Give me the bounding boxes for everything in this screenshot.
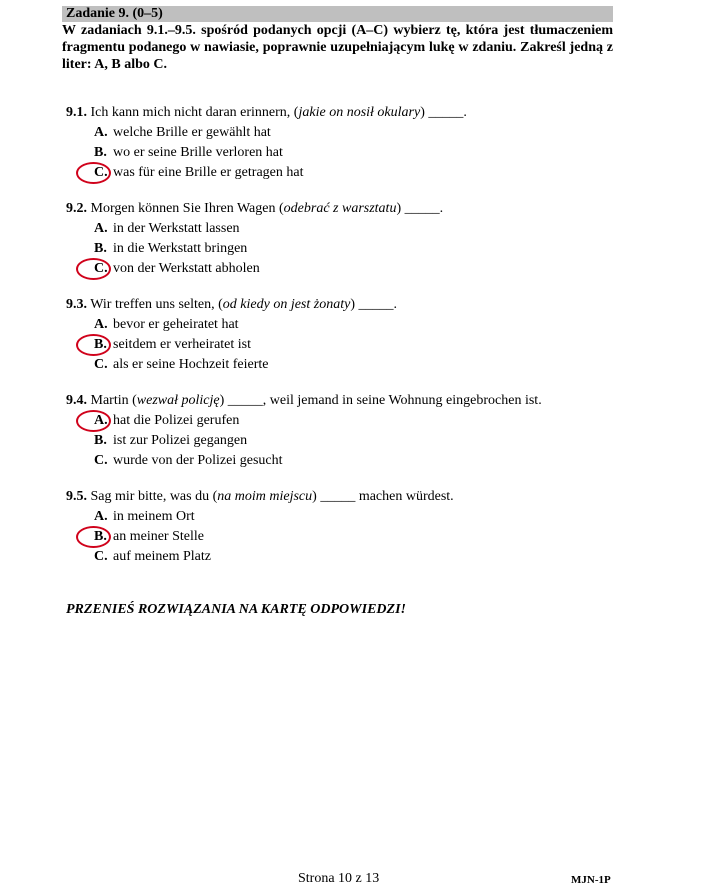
question-stem [66,103,626,123]
selected-answer-circle [76,162,111,184]
option-c[interactable] [66,163,626,183]
option-text: auf meinem Platz [113,549,211,564]
task-title: Zadanie 9. (0–5) [66,6,163,21]
option-text: wo er seine Brille verloren hat [113,145,283,160]
option-text: von der Werkstatt abholen [113,261,260,276]
option-letter: B. [94,145,107,160]
stem-hint: od kiedy on jest żonaty [222,297,351,312]
option-a[interactable] [66,507,626,527]
question-stem [66,487,626,507]
question-number: 9.4. [66,393,87,408]
option-text: welche Brille er gewählt hat [113,125,271,140]
selected-answer-circle [76,526,111,548]
option-letter: C. [94,357,108,372]
question-9-4 [66,391,626,471]
stem-before: Martin ( [90,393,137,408]
stem-hint: odebrać z warsztatu [283,201,397,216]
option-letter: B. [94,241,107,256]
stem-after: ) _____ machen würdest. [312,489,454,504]
option-letter: A. [94,509,108,524]
question-stem [66,295,626,315]
option-text: was für eine Brille er getragen hat [113,165,304,180]
option-b[interactable] [66,335,626,355]
option-c[interactable] [66,547,626,567]
question-stem [66,199,626,219]
option-letter: B. [94,433,107,448]
stem-hint: jakie on nosił okulary [298,105,421,120]
option-text: als er seine Hochzeit feierte [113,357,269,372]
option-letter: C. [94,549,108,564]
option-c[interactable] [66,259,626,279]
exam-code: MJN-1P [571,874,611,886]
stem-hint: wezwał policję [136,393,220,408]
question-number: 9.1. [66,105,87,120]
option-letter: A. [94,317,108,332]
option-text: in meinem Ort [113,509,195,524]
task-instructions: W zadaniach 9.1.–9.5. spośród podanych opcji (A–C) wybierz tę, która jest tłumaczeniem fragmentu podanego w nawiasie, poprawnie uzupełniającym lukę w zdaniu. Zakreśl jedną z liter: A, B albo C. [62,23,613,72]
option-text: wurde von der Polizei gesucht [113,453,283,468]
option-a[interactable] [66,315,626,335]
stem-before: Morgen können Sie Ihren Wagen ( [90,201,284,216]
option-b[interactable] [66,431,626,451]
option-text: an meiner Stelle [113,529,204,544]
stem-hint: na moim miejscu [217,489,313,504]
option-letter: C. [94,453,108,468]
option-c[interactable] [66,451,626,471]
option-text: ist zur Polizei gegangen [113,433,248,448]
question-number: 9.2. [66,201,87,216]
selected-answer-circle [76,410,111,432]
option-letter: A. [94,413,108,428]
option-b[interactable] [66,143,626,163]
stem-after: ) _____. [420,105,467,120]
question-number: 9.3. [66,297,87,312]
question-9-3 [66,295,626,375]
option-letter: A. [94,221,108,236]
option-c[interactable] [66,355,626,375]
option-a[interactable] [66,411,626,431]
option-letter: B. [94,529,107,544]
option-text: hat die Polizei gerufen [113,413,240,428]
option-text: in die Werkstatt bringen [113,241,248,256]
selected-answer-circle [76,258,111,280]
option-text: seitdem er verheiratet ist [113,337,251,352]
question-stem [66,391,626,411]
question-9-2 [66,199,626,279]
stem-after: ) _____. [350,297,397,312]
stem-after: ) _____. [396,201,444,216]
option-text: in der Werkstatt lassen [113,221,240,236]
option-a[interactable] [66,219,626,239]
stem-before: Wir treffen uns selten, ( [90,297,223,312]
stem-before: Sag mir bitte, was du ( [90,489,218,504]
option-letter: C. [94,261,108,276]
option-a[interactable] [66,123,626,143]
question-9-1 [66,103,626,183]
option-letter: C. [94,165,108,180]
stem-after: ) _____, weil jemand in seine Wohnung eingebrochen ist. [219,393,542,408]
selected-answer-circle [76,334,111,356]
page-number: Strona 10 z 13 [298,871,380,886]
option-text: bevor er geheiratet hat [113,317,239,332]
option-letter: A. [94,125,108,140]
option-b[interactable] [66,239,626,259]
option-b[interactable] [66,527,626,547]
stem-before: Ich kann mich nicht daran erinnern, ( [90,105,299,120]
transfer-answers-note: PRZENIEŚ ROZWIĄZANIA NA KARTĘ ODPOWIEDZI! [66,602,406,617]
option-letter: B. [94,337,107,352]
question-9-5 [66,487,626,567]
question-number: 9.5. [66,489,87,504]
